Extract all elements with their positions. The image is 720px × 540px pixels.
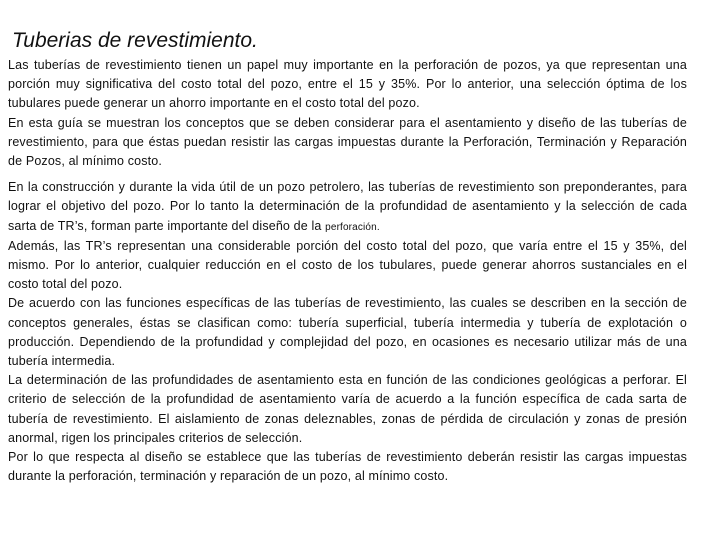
paragraph-intro: Las tuberías de revestimiento tienen un papel muy importante en la perforación de pozos, ya que representan una porción muy significativa del costo total del pozo, entre el 15 y 35%. Por lo anterior, una selección óptima de los tubulares puede generar un ahorro importante en el costo total del pozo.	[8, 58, 687, 111]
paragraph-construction-text: En la construcción y durante la vida útil de un pozo petrolero, las tuberías de revestimiento son preponderantes, para lograr el objetivo del pozo. Por lo tanto la determinación de la profundidad de asentamiento y la selección de cada sarta de TR’s, forman parte importante del diseño de la	[8, 180, 687, 233]
document-page	[8, 28, 687, 486]
paragraph-gap	[8, 171, 687, 178]
paragraph-depth-criteria: La determinación de las profundidades de asentamiento esta en función de las condiciones geológicas a perforar. El criterio de selección de la profundidad de asentamiento varía de acuerdo a la función específica de cada sarta de tubería de revestimiento. El aislamiento de zonas deleznables, zonas de pérdida de circulación y zonas de presión anormal, rigen los principales criterios de selección.	[8, 373, 687, 445]
paragraph-classification: De acuerdo con las funciones específicas de las tuberías de revestimiento, las cuales se describen en la sección de conceptos generales, éstas se clasifican como: tubería superficial, tubería intermedia y tubería de explotación o producción. Dependiendo de la profundidad y complejidad del pozo, en ocasiones es necesario utilizar más de una tubería intermedia.	[8, 296, 687, 369]
paragraph-construction-small-word: perforación.	[325, 221, 380, 233]
paragraph-guide-scope: En esta guía se muestran los conceptos que se deben considerar para el asentamiento y diseño de las tuberías de revestimiento, para que éstas puedan resistir las cargas impuestas durante la Perforación, Terminación y Reparación de Pozos, al mínimo costo.	[8, 115, 687, 169]
document-title: Tuberias de revestimiento.	[12, 29, 258, 52]
paragraph-cost: Además, las TR’s representan una considerable porción del costo total del pozo, que varía entre el 15 y 35%, del mismo. Por lo anterior, cualquier reducción en el costo de los tubulares, puede generar ahorros sustanciales en el costo total del pozo.	[8, 238, 687, 292]
paragraph-construction	[8, 178, 687, 237]
paragraph-design: Por lo que respecta al diseño se establece que las tuberías de revestimiento deberán resistir las cargas impuestas durante la perforación, terminación y reparación de un pozo, al mínimo costo.	[8, 450, 687, 484]
